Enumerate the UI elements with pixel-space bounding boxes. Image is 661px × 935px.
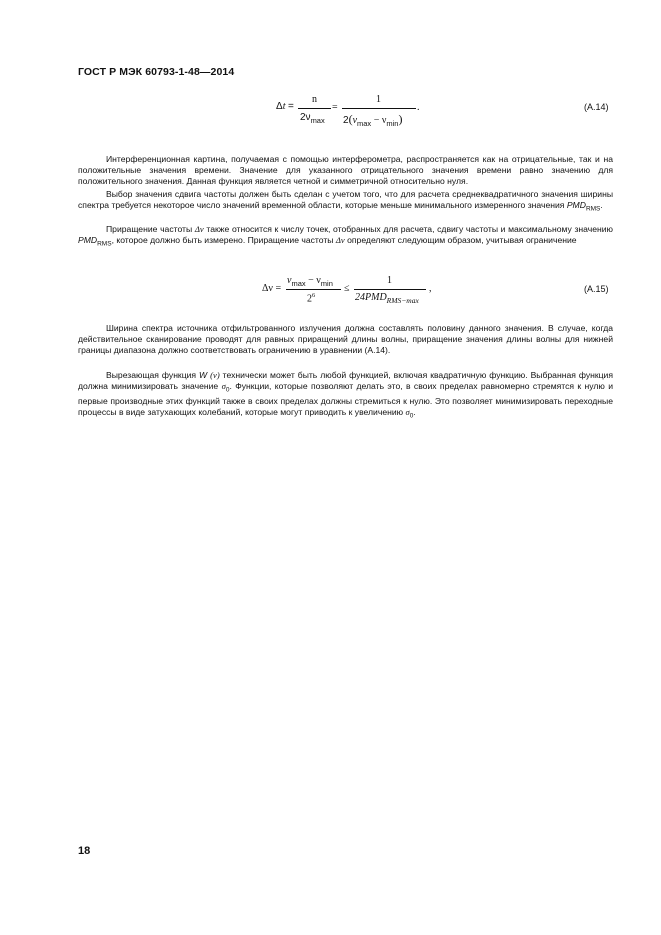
paragraph-2: Выбор значения сдвига частоты должен быть сделан с учетом того, что для расчета среднеквадратичного значения ширины спектра требуется некоторое число значений временной области, которые меньше минимального измеренного значения $PMD_{RMS}$. <box>78 189 613 213</box>
eq15-fracline1 <box>286 289 341 290</box>
eq14-num1: n <box>312 94 317 105</box>
eq14-den1: $2\nu_{max}$ <box>300 112 325 125</box>
eq15-fracline2 <box>354 289 426 290</box>
eq15-label: (А.15) <box>584 284 609 294</box>
document-header: ГОСТ Р МЭК 60793-1-48—2014 <box>78 66 235 78</box>
eq15-den1: $2^6$ <box>307 292 316 305</box>
paragraph-3: Приращение частоты Δν также относится к числу точек, отобранных для расчета, сдвигу частоты и максимальному значению $PMD_{RMS}$, которое должно быть измерено. Приращение частоты Δν определяют следующим образом, учитывая ограничение <box>78 224 613 248</box>
paragraph-4: Ширина спектра источника отфильтрованного излучения должна составлять половину данного значения. В случае, когда действительное сканирование проводят для равных приращений длины волны, приращение значения длины волны для нижней границы диапазона должно соответствовать ограничению в уравнении (А.14). <box>78 323 613 356</box>
eq15-lhs: Δν = <box>262 283 282 294</box>
eq14-num2: 1 <box>376 94 381 105</box>
eq14-lhs: Δt = <box>276 101 294 112</box>
eq14-label: (А.14) <box>584 102 609 112</box>
eq14-den2: $2(\nu_{max} - \nu_{min})$ <box>343 112 403 128</box>
eq15-end: , <box>429 283 432 294</box>
eq15-num1: $\nu_{max} - \nu_{min}$ <box>287 275 333 288</box>
eq14-end: . <box>417 102 420 113</box>
eq14-eq-sign: = <box>332 102 338 113</box>
page-number: 18 <box>78 845 91 857</box>
eq14-fracline2 <box>342 108 416 109</box>
paragraph-1: Интерференционная картина, получаемая с помощью интерферометра, распространяется как на отрицательные, так и на положительные значения времени. Значение для указанного отрицательного значения времени равно значению для положительного значения. Данная функция является четной и симметричной относительно нуля. <box>78 154 613 187</box>
eq15-num2: 1 <box>387 275 392 286</box>
eq15-leq: ≤ <box>344 283 350 294</box>
paragraph-5: Вырезающая функция W (ν) технически может быть любой функцией, включая квадратичную функцию. Выбранная функция должна минимизировать значение $\sigma_0$. Функции, которые позволяют делать это, в своих пределах равномерно стремятся к нулю и первые производные этих функций также в своих пределах должны стремиться к нулю. Это позволяет минимизировать переходные процессы в виде затухающих колебаний, которые могут приводить к увеличению $\sigma_0$. <box>78 370 614 421</box>
eq14-fracline1 <box>298 108 331 109</box>
eq15-den2: $24PMD_{RMS-max}$ <box>355 292 419 305</box>
